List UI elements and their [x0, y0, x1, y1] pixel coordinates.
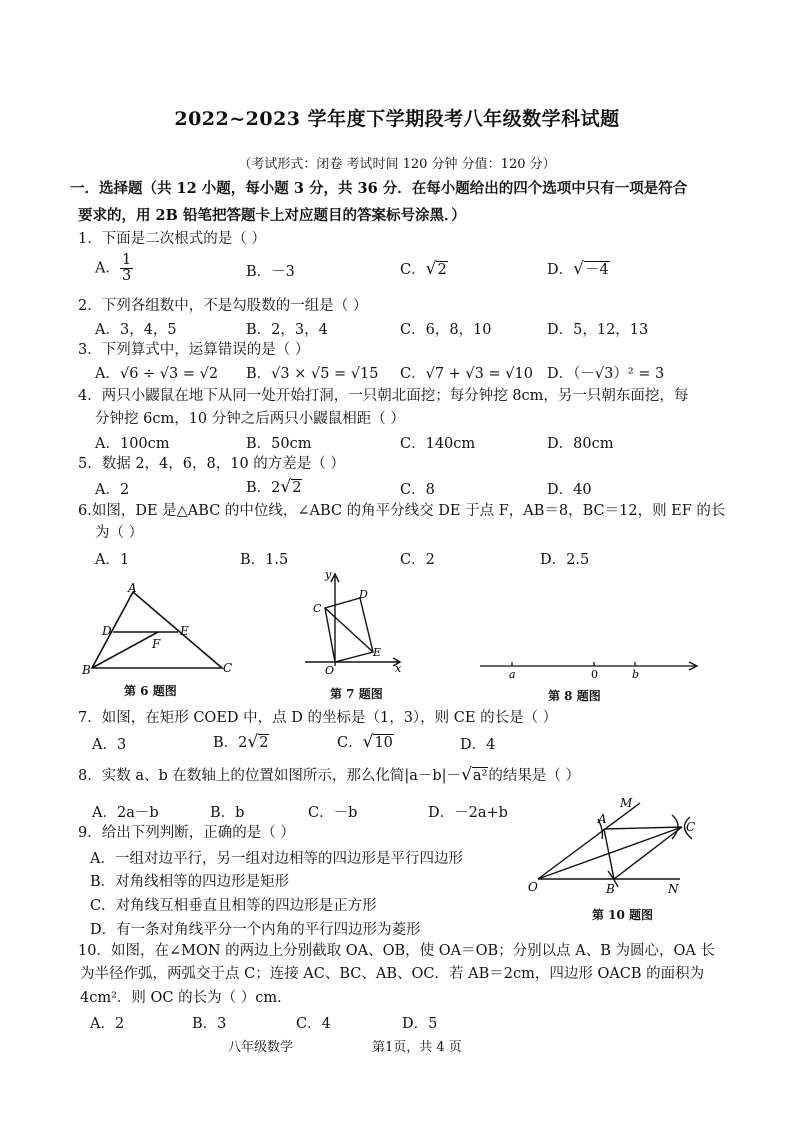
- fig10-caption: 第 10 题图: [592, 908, 654, 922]
- sqrt: √10: [362, 732, 393, 752]
- label-e: E: [180, 624, 189, 638]
- q5-option-b: [246, 476, 302, 497]
- label-a: A: [598, 812, 607, 826]
- q4-option-d: D．80cm: [547, 436, 614, 452]
- q9-option-d: D．有一条对角线平分一个内角的平行四边形为菱形: [90, 922, 421, 938]
- ray-om: [538, 803, 640, 879]
- radicand: －4: [584, 262, 609, 278]
- q6-line2: 为（ ）: [95, 525, 144, 541]
- q4-option-b: B．50cm: [246, 436, 312, 452]
- radicand: 2: [292, 480, 302, 496]
- label-o: O: [528, 880, 538, 894]
- q10-option-a: A．2: [90, 1016, 125, 1032]
- q10-line3: 4cm²．则 OC 的长为（ ）cm．: [80, 990, 292, 1006]
- q1-option-c-label: C．: [400, 262, 426, 278]
- figure-8: [470, 654, 702, 684]
- fig6-caption: 第 6 题图: [124, 684, 177, 698]
- label-o: O: [325, 664, 335, 677]
- section-heading-line1: 一．选择题（共 12 小题，每小题 3 分，共 36 分．在每小题给出的四个选项中只有一项是符合: [70, 180, 688, 197]
- label-m: M: [620, 796, 633, 810]
- label-c: C: [313, 602, 322, 615]
- q6-line1: 6.如图，DE 是△ABC 的中位线，∠ABC 的角平分线交 DE 于点 F，AB＝8，BC＝12，则 EF 的长: [78, 503, 726, 519]
- q2-option-d: D．5，12，13: [547, 322, 649, 338]
- q7-stem: 7．如图，在矩形 COED 中，点 D 的坐标是（1，3），则 CE 的长是（ ）: [78, 710, 558, 726]
- coefficient: 2: [238, 735, 248, 751]
- q4-option-a: A．100cm: [95, 436, 170, 452]
- exam-meta: （考试形式：闭卷 考试时间 120 分钟 分值：120 分）: [238, 157, 556, 172]
- q8-option-a: A．2a－b: [92, 805, 159, 821]
- coefficient: 2: [271, 480, 281, 496]
- q8-option-d: D．－2a+b: [428, 805, 508, 821]
- radicand: a²: [472, 768, 488, 784]
- q6-option-a: A．1: [95, 552, 130, 568]
- q9-option-c: C．对角线互相垂直且相等的四边形是正方形: [90, 898, 377, 914]
- segment-bc: [614, 827, 682, 879]
- q2-stem: 2．下列各组数中，不是勾股数的一组是（ ）: [78, 298, 368, 314]
- radicand: 10: [374, 735, 393, 751]
- q5-option-a: A．2: [95, 482, 130, 498]
- q8-stem-pre: 8．实数 a、b 在数轴上的位置如图所示，那么化简|a－b|－: [78, 768, 462, 784]
- sqrt: √a²: [461, 765, 488, 785]
- q7-option-b-label: B．: [213, 735, 239, 751]
- label-a: a: [509, 668, 516, 681]
- numerator: 1: [121, 252, 132, 268]
- q9-option-b: B．对角线相等的四边形是矩形: [90, 874, 290, 890]
- q3-option-a: A．√6 ÷ √3 = √2: [95, 366, 219, 382]
- q1-option-a-label: A．: [95, 260, 120, 277]
- section-heading-line2: 要求的，用 2B 铅笔把答题卡上对应题目的答案标号涂黑．）: [78, 207, 466, 224]
- q9-stem: 9．给出下列判断，正确的是（ ）: [78, 825, 295, 841]
- q6-option-b: B．1.5: [240, 552, 289, 568]
- segment-ac: [604, 827, 682, 829]
- figure-6: [80, 582, 240, 682]
- fig8-caption: 第 8 题图: [548, 689, 601, 703]
- q2-option-c: C．6，8，10: [400, 322, 492, 338]
- label-y: y: [325, 568, 332, 581]
- q7-option-d: D．4: [460, 737, 496, 753]
- q10-option-c: C．4: [296, 1016, 331, 1032]
- sqrt: √2: [247, 732, 269, 752]
- q7-option-a: A．3: [92, 737, 127, 753]
- q1-option-d-label: D．: [547, 262, 574, 278]
- q3-stem: 3．下列算式中，运算错误的是（ ）: [78, 342, 310, 358]
- q2-option-a: A．3，4，5: [95, 322, 177, 338]
- q8-option-c: C．－b: [308, 805, 358, 821]
- q3-option-b: B．√3 × √5 = √15: [246, 366, 379, 382]
- footer-subject: 八年级数学: [228, 1040, 294, 1055]
- segment-oc: [538, 827, 682, 879]
- label-a: A: [128, 582, 137, 595]
- q9-option-a: A．一组对边平行，另一组对边相等的四边形是平行四边形: [90, 851, 463, 867]
- q7-option-b: [213, 731, 269, 752]
- q8-stem-post: 的结果是（ ）: [488, 768, 580, 784]
- label-d: D: [359, 588, 368, 601]
- q4-line2: 分钟挖 6cm，10 分钟之后两只小鼹鼠相距（ ）: [95, 411, 405, 427]
- q7-option-c: [337, 731, 394, 752]
- q2-option-b: B．2，3，4: [246, 322, 328, 338]
- label-c: C: [686, 820, 696, 834]
- label-c: C: [223, 661, 233, 675]
- q8-stem: [78, 765, 580, 786]
- figure-7: [305, 566, 405, 678]
- label-f: F: [152, 637, 161, 651]
- label-e: E: [373, 646, 382, 659]
- q1-option-c: [400, 258, 448, 279]
- label-d: D: [102, 624, 112, 638]
- q10-line1: 10．如图，在∠MON 的两边上分别截取 OA、OB，使 OA＝OB；分别以点 A、B 为圆心，OA 长: [78, 943, 715, 959]
- radicand: 2: [259, 735, 269, 751]
- radicand: 2: [437, 262, 447, 278]
- q8-option-b: B．b: [210, 805, 245, 821]
- q10-line2: 为半径作弧，两弧交于点 C；连接 AC、BC、AB、OC．若 AB＝2cm，四边形 OACB 的面积为: [80, 966, 705, 982]
- q1-option-d: [547, 258, 610, 279]
- q4-line1: 4．两只小鼹鼠在地下从同一处开始打洞，一只朝北面挖；每分钟挖 8cm，另一只朝东面挖，每: [78, 388, 689, 404]
- label-b: B: [606, 882, 615, 895]
- footer-page-number: 第1页，共 4 页: [372, 1040, 462, 1055]
- q5-option-c: C．8: [400, 482, 435, 498]
- q6-option-d: D．2.5: [540, 552, 590, 568]
- q3-option-c: C．√7 + √3 = √10: [400, 366, 533, 382]
- label-n: N: [668, 882, 679, 895]
- q1-stem: 1．下面是二次根式的是（ ）: [78, 231, 266, 247]
- fig7-caption: 第 7 题图: [330, 687, 383, 701]
- q4-option-c: C．140cm: [400, 436, 476, 452]
- sqrt: √2: [280, 477, 302, 497]
- q10-option-d: D．5: [402, 1016, 438, 1032]
- label-zero: 0: [591, 668, 598, 681]
- q7-option-c-label: C．: [337, 735, 363, 751]
- q10-option-b: B．3: [192, 1016, 227, 1032]
- q5-option-b-label: B．: [246, 480, 272, 496]
- sqrt: √－4: [573, 259, 609, 279]
- page-title: 2022~2023 学年度下学期段考八年级数学科试题: [174, 108, 620, 130]
- figure-10: [522, 795, 710, 895]
- q5-option-d: D．40: [547, 482, 592, 498]
- label-x: x: [395, 662, 402, 675]
- q5-stem: 5．数据 2，4，6，8，10 的方差是（ ）: [78, 456, 345, 472]
- denominator: 3: [121, 268, 132, 284]
- label-b: b: [632, 668, 640, 681]
- q3-option-d: D．（－√3）² = 3: [547, 366, 665, 382]
- fraction: [120, 253, 133, 284]
- q6-option-c: C．2: [400, 552, 435, 568]
- q1-option-b: B．－3: [246, 264, 295, 280]
- sqrt: √2: [425, 259, 447, 279]
- q1-option-a: [95, 253, 133, 284]
- label-b: B: [82, 663, 91, 677]
